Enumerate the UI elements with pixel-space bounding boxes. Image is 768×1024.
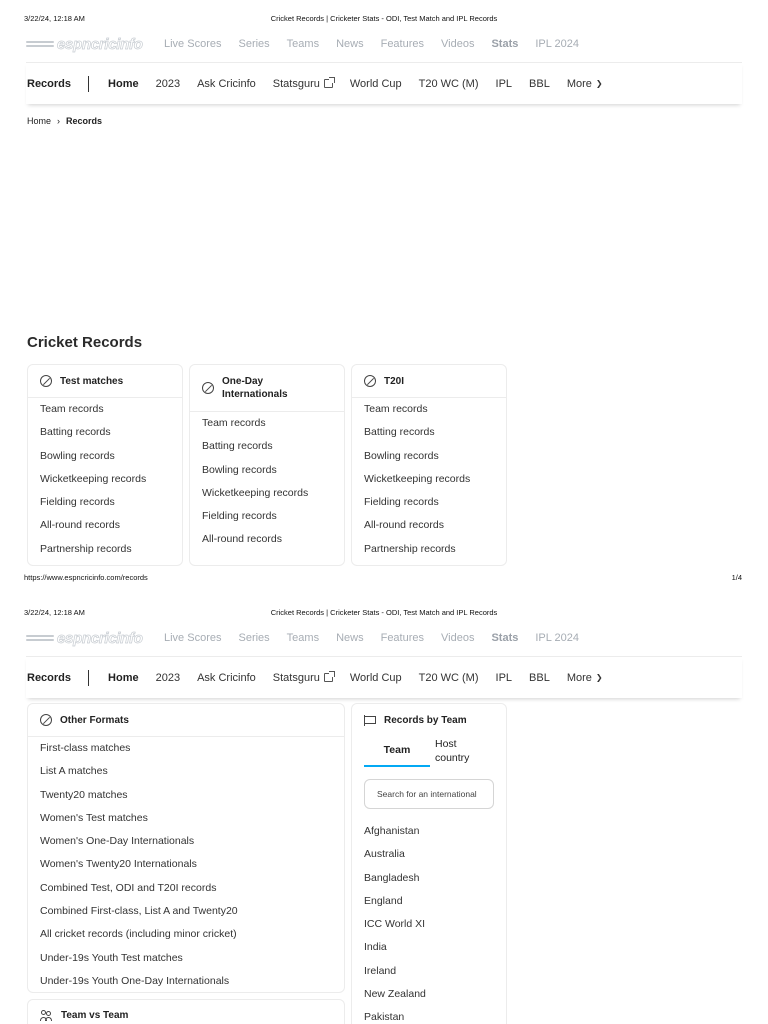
- subnav-bbl[interactable]: BBL: [529, 77, 550, 90]
- chevron-down-icon: ❯: [595, 79, 603, 88]
- subnav-2023[interactable]: 2023: [155, 671, 181, 684]
- card-title: [222, 375, 288, 401]
- t20i-wicketkeeping-records[interactable]: Wicketkeeping records: [364, 472, 471, 485]
- tab-host-line2: country: [435, 752, 470, 764]
- subnav-statsguru[interactable]: [273, 78, 333, 90]
- other-u19-youth-test[interactable]: Under-19s Youth Test matches: [40, 951, 183, 964]
- subnav-2023[interactable]: 2023: [155, 77, 181, 90]
- other-combined-test-odi-t20i[interactable]: Combined Test, ODI and T20I records: [40, 881, 217, 894]
- tab-host-country[interactable]: [435, 737, 469, 767]
- cricket-ball-icon: [40, 375, 52, 387]
- team-icc-world-xi[interactable]: ICC World XI: [364, 918, 426, 931]
- team-afghanistan[interactable]: Afghanistan: [364, 825, 420, 837]
- subnav-divider: [88, 76, 89, 92]
- card-title: T20I: [384, 375, 405, 387]
- card-header: [28, 1000, 344, 1024]
- page-title: Cricket Records: [27, 334, 143, 351]
- subnav-bbl[interactable]: BBL: [529, 671, 550, 684]
- other-all-cricket[interactable]: All cricket records (including minor cricket): [40, 928, 237, 941]
- odi-team-records[interactable]: Team records: [202, 417, 266, 429]
- team-bangladesh[interactable]: Bangladesh: [364, 871, 420, 884]
- odi-batting-records[interactable]: Batting records: [202, 440, 273, 453]
- other-womens-test[interactable]: Women's Test matches: [40, 811, 148, 824]
- subnav-more-label: More: [566, 77, 592, 90]
- records-subnav: [26, 62, 742, 104]
- subnav-t20-wc[interactable]: T20 WC (M): [418, 77, 479, 90]
- subnav-title[interactable]: Records: [27, 77, 72, 90]
- breadcrumb-home[interactable]: Home: [27, 116, 52, 126]
- card-title: Other Formats: [60, 714, 129, 726]
- print-doc-title: Cricket Records | Cricketer Stats - ODI, Test Match and IPL Records: [270, 608, 498, 617]
- team-india[interactable]: India: [364, 941, 387, 954]
- card-header: [28, 365, 182, 398]
- records-subnav: [26, 656, 742, 698]
- nav-ipl-2024[interactable]: IPL 2024: [535, 632, 579, 644]
- subnav-statsguru-label: Statsguru: [272, 77, 320, 90]
- card-title: Team vs Team: [61, 1009, 129, 1021]
- print-doc-title: Cricket Records | Cricketer Stats - ODI, Test Match and IPL Records: [270, 14, 498, 23]
- subnav-divider: [88, 670, 89, 686]
- print-footer: [0, 571, 768, 583]
- card-title-line1: One-Day: [222, 376, 264, 387]
- card-header: [190, 365, 344, 412]
- breadcrumb-separator-icon: ›: [57, 116, 61, 126]
- subnav-t20-wc[interactable]: T20 WC (M): [418, 671, 479, 684]
- other-twenty20[interactable]: Twenty20 matches: [40, 788, 128, 801]
- test-wicketkeeping-records[interactable]: Wicketkeeping records: [40, 472, 147, 485]
- nav-ipl-2024[interactable]: IPL 2024: [535, 38, 579, 50]
- card-header: [352, 365, 506, 398]
- breadcrumb-current: Records: [66, 116, 103, 126]
- odi-fielding-records[interactable]: Fielding records: [202, 510, 277, 523]
- test-bowling-records[interactable]: Bowling records: [40, 449, 115, 462]
- team-new-zealand[interactable]: New Zealand: [364, 988, 426, 1001]
- other-list-a[interactable]: List A matches: [40, 765, 108, 778]
- test-batting-records[interactable]: Batting records: [40, 426, 111, 439]
- subnav-ipl[interactable]: IPL: [495, 671, 513, 684]
- other-u19-youth-odi[interactable]: Under-19s Youth One-Day Internationals: [40, 974, 230, 987]
- espncricinfo-logo[interactable]: espncricinfo: [26, 37, 126, 51]
- card-header: [352, 704, 506, 737]
- t20i-bowling-records[interactable]: Bowling records: [364, 449, 439, 462]
- subnav-ipl[interactable]: IPL: [495, 77, 513, 90]
- test-allround-records[interactable]: All-round records: [40, 519, 120, 532]
- test-fielding-records[interactable]: Fielding records: [40, 496, 115, 509]
- subnav-ask-cricinfo[interactable]: Ask Cricinfo: [197, 671, 256, 684]
- card-t20i: [351, 364, 507, 566]
- subnav-home[interactable]: Home: [108, 77, 139, 90]
- print-header: [0, 12, 768, 24]
- nav-teams[interactable]: Teams: [286, 38, 320, 50]
- card-title: Test matches: [60, 375, 124, 387]
- test-team-records[interactable]: Team records: [40, 403, 104, 415]
- nav-videos[interactable]: Videos: [441, 632, 475, 644]
- card-header: [28, 704, 344, 737]
- print-url: https://www.espncricinfo.com/records: [24, 573, 148, 582]
- tab-team[interactable]: Team: [364, 737, 430, 767]
- subnav-world-cup[interactable]: World Cup: [349, 671, 402, 684]
- subnav-more[interactable]: [567, 78, 603, 90]
- cricket-ball-icon: [364, 375, 376, 387]
- other-womens-t20i[interactable]: Women's Twenty20 Internationals: [40, 858, 197, 871]
- card-title-line2: Internationals: [222, 389, 288, 400]
- nav-stats[interactable]: Stats: [491, 38, 519, 50]
- team-ireland[interactable]: Ireland: [364, 964, 397, 977]
- t20i-fielding-records[interactable]: Fielding records: [364, 496, 439, 509]
- card-title: Records by Team: [384, 715, 467, 726]
- nav-features[interactable]: Features: [380, 38, 425, 50]
- team-pakistan[interactable]: Pakistan: [364, 1011, 405, 1024]
- nav-live-scores[interactable]: Live Scores: [164, 38, 222, 50]
- subnav-more-label: More: [566, 671, 592, 684]
- nav-series[interactable]: Series: [238, 632, 270, 644]
- odi-allround-records[interactable]: All-round records: [202, 533, 282, 546]
- t20i-allround-records[interactable]: All-round records: [364, 519, 444, 532]
- odi-bowling-records[interactable]: Bowling records: [202, 463, 277, 476]
- nav-news[interactable]: News: [336, 38, 364, 50]
- print-page-number: 1/4: [731, 573, 742, 582]
- subnav-home[interactable]: Home: [108, 671, 139, 684]
- card-records-by-team: [351, 703, 507, 1024]
- odi-wicketkeeping-records[interactable]: Wicketkeeping records: [202, 486, 309, 499]
- cricket-ball-icon: [40, 714, 52, 726]
- subnav-statsguru[interactable]: [273, 672, 333, 684]
- nav-features[interactable]: Features: [380, 632, 425, 644]
- print-header: [0, 606, 768, 618]
- print-datetime: 3/22/24, 12:18 AM: [24, 608, 85, 617]
- print-datetime: 3/22/24, 12:18 AM: [24, 14, 85, 23]
- card-team-vs-team: [27, 999, 345, 1024]
- t20i-partnership-records[interactable]: Partnership records: [364, 542, 456, 555]
- top-nav: [26, 624, 742, 652]
- nav-news[interactable]: News: [336, 632, 364, 644]
- chevron-down-icon: ❯: [595, 673, 603, 682]
- team-search-input[interactable]: Search for an international: [364, 779, 494, 809]
- t20i-batting-records[interactable]: Batting records: [364, 426, 435, 439]
- flag-icon: [364, 715, 376, 726]
- top-nav: [26, 30, 742, 58]
- other-womens-odi[interactable]: Women's One-Day Internationals: [40, 835, 195, 848]
- other-combined-fc-lista-t20[interactable]: Combined First-class, List A and Twenty20: [40, 905, 238, 918]
- card-test-matches: [27, 364, 183, 566]
- other-first-class[interactable]: First-class matches: [40, 742, 131, 754]
- nav-teams[interactable]: Teams: [286, 632, 320, 644]
- subnav-statsguru-label: Statsguru: [272, 671, 320, 684]
- team-australia[interactable]: Australia: [364, 848, 405, 861]
- subnav-ask-cricinfo[interactable]: Ask Cricinfo: [197, 77, 256, 90]
- card-odi: [189, 364, 345, 566]
- subnav-more[interactable]: [567, 672, 603, 684]
- breadcrumb: [27, 116, 102, 126]
- external-link-icon: [324, 79, 333, 88]
- users-icon: [40, 1010, 53, 1021]
- subnav-title[interactable]: Records: [27, 671, 72, 684]
- nav-live-scores[interactable]: Live Scores: [164, 632, 222, 644]
- subnav-world-cup[interactable]: World Cup: [349, 77, 402, 90]
- cricket-ball-icon: [202, 382, 214, 394]
- nav-videos[interactable]: Videos: [441, 38, 475, 50]
- team-england[interactable]: England: [364, 894, 403, 907]
- t20i-team-records[interactable]: Team records: [364, 403, 428, 415]
- card-other-formats: [27, 703, 345, 993]
- tab-host-line1: Host: [435, 738, 457, 750]
- espncricinfo-logo[interactable]: espncricinfo: [26, 631, 126, 645]
- external-link-icon: [324, 673, 333, 682]
- nav-series[interactable]: Series: [238, 38, 270, 50]
- nav-stats[interactable]: Stats: [491, 632, 519, 644]
- test-partnership-records[interactable]: Partnership records: [40, 542, 132, 555]
- team-tabs: [352, 737, 506, 767]
